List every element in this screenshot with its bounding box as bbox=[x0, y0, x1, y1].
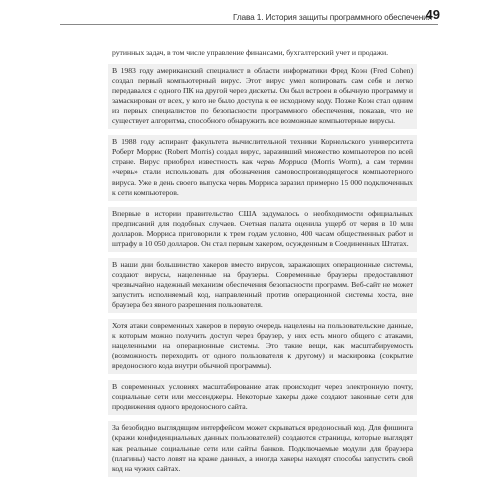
paragraph-scaling-attacks: В современных условиях масштабирование атак происходит через электронную почту, социальные сети или мессенджеры. Некоторые хакеры даже создают законные сети для продвижения одного вредоносного сайта. bbox=[112, 382, 413, 412]
paragraph-block bbox=[108, 64, 417, 129]
paragraph-morris-worm bbox=[112, 137, 413, 197]
page-body bbox=[112, 48, 413, 483]
paragraph-cohen-virus: В 1983 году американский специалист в области информатики Фред Коэн (Fred Cohen) создал первый компьютерный вирус. Этот вирус умел копировать сам себя и легко передавался с одного ПК на другой через дискеты. Он был встроен в обычную программу и замаскирован от всех, у кого не было доступа к ее исходному коду. Позже Коэн стал одним из первых специалистов по безопасности программного обеспечения, показав, что не существует алгоритма, способного обнаружить все возможные компьютерные вирусы. bbox=[112, 66, 413, 126]
header-rule bbox=[60, 24, 438, 25]
page-header bbox=[0, 0, 500, 40]
paragraph-browser-viruses: В наши дни большинство хакеров вместо вирусов, заражающих операционные системы, создают вирусы, нацеленные на браузеры. Современные браузеры предоставляют чрезвычайно надежный механизм обеспечения безопасности программ. Веб-сайт не может запустить исполняемый код, направленный против операционной системы хоста, вне браузера без явного разрешения пользователя. bbox=[112, 259, 413, 309]
paragraph-text: В 1988 году аспирант факультета вычислительной техники Корнельского университета Роберт Моррис (Robert Morris) создал вирус, заразивший множество компьютеров по всей стране. Вирус приобрел известность как bbox=[112, 137, 413, 167]
emphasis-text: червь Морриса bbox=[256, 157, 308, 167]
page-number: 49 bbox=[425, 7, 440, 22]
paragraph-us-government: Впервые в истории правительство США задумалось о необходимости официальных предписаний для подобных случаев. Счетная палата оценила ущерб от червя в 10 млн долларов. Морриса приговорили к трем годам условно, 400 часам общественных работ и штрафу в 10 050 долларов. Он стал первым хакером, осужденным в Соединенных Штатах. bbox=[112, 208, 413, 248]
paragraph-block bbox=[108, 380, 417, 415]
paragraph-phishing: За безобидно выглядящим интерфейсом может скрываться вредоносный код. Для фишинга (кражи конфиденциальных данных пользователей) создаются страницы, которые выглядят как реальные социальные сети или сайты банков. Подключаемые модули для браузера (плагины) часто ловят на краже данных, а иногда хакеры находят способы запустить свой код на чужих сайтах. bbox=[112, 423, 413, 473]
paragraph-block bbox=[108, 207, 417, 252]
paragraph-block bbox=[108, 319, 417, 374]
paragraph-continuation: рутинных задач, в том числе управление финансами, бухгалтерский учет и продажи. bbox=[112, 48, 388, 57]
paragraph-block bbox=[108, 421, 417, 476]
paragraph-block bbox=[108, 258, 417, 313]
paragraph-text: (Morris Worm), а сам термин «червь» стали использовать для обозначения самовоспроизводящегося компьютерного вируса. Уже в день своего выпуска червь Морриса заразил примерно 15 000 подключенных к сети компьютеров. bbox=[112, 157, 413, 197]
running-head: Глава 1. История защиты программного обеспечения bbox=[232, 12, 432, 22]
paragraph-block bbox=[108, 135, 417, 200]
paragraph-user-data-attacks: Хотя атаки современных хакеров в первую очередь нацелены на пользовательские данные, к которым можно получить доступ через браузер, у них есть много общего с атаками, нацеленными на операционные системы. Это такие вещи, как масштабируемость (возможность переходить от одного пользователя к другому) и маскировка (сокрытие вредоносного кода внутри обычной программы). bbox=[112, 321, 413, 371]
